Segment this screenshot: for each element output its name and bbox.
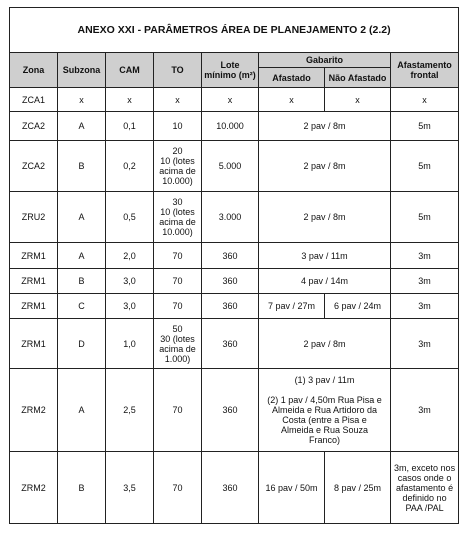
- cell-gabarito: (1) 3 pav / 11m (2) 1 pav / 4,50m Rua Pisa e Almeida e Rua Artidoro da Costa (entre a Pisa e Almeida e Rua Souza Franco): [259, 369, 391, 452]
- cell-cam: 3,0: [106, 269, 154, 294]
- cell-subzona: C: [58, 294, 106, 319]
- cell-zona: ZRM1: [10, 269, 58, 294]
- cell-nao-afastado: 6 pav / 24m: [325, 294, 391, 319]
- header-subzona: Subzona: [58, 53, 106, 88]
- cell-afastamento: 3m, exceto nos casos onde o afastamento é definido no PAA /PAL: [391, 452, 459, 524]
- cell-subzona: D: [58, 319, 106, 369]
- cell-lote: 3.000: [202, 192, 259, 243]
- cell-subzona: A: [58, 192, 106, 243]
- cell-lote: 360: [202, 294, 259, 319]
- header-to: TO: [154, 53, 202, 88]
- cell-lote: 360: [202, 243, 259, 269]
- cell-cam: 2,5: [106, 369, 154, 452]
- cell-lote: 5.000: [202, 141, 259, 192]
- table-row: [10, 192, 459, 243]
- cell-subzona: B: [58, 452, 106, 524]
- cell-lote: 360: [202, 269, 259, 294]
- cell-lote: x: [202, 88, 259, 112]
- header-nao-afastado: Não Afastado: [325, 68, 391, 88]
- cell-afastado: 16 pav / 50m: [259, 452, 325, 524]
- cell-afastamento: 3m: [391, 369, 459, 452]
- cell-zona: ZRM2: [10, 369, 58, 452]
- cell-cam: 3,5: [106, 452, 154, 524]
- table-row: [10, 452, 459, 524]
- cell-gabarito: 2 pav / 8m: [259, 192, 391, 243]
- cell-afastado: 7 pav / 27m: [259, 294, 325, 319]
- cell-afastamento: 5m: [391, 141, 459, 192]
- cell-subzona: A: [58, 112, 106, 141]
- cell-to: 20 10 (lotes acima de 10.000): [154, 141, 202, 192]
- cell-cam: 0,2: [106, 141, 154, 192]
- parameters-table: [9, 7, 459, 524]
- cell-gabarito: 2 pav / 8m: [259, 112, 391, 141]
- cell-to: 70: [154, 243, 202, 269]
- table-row: [10, 294, 459, 319]
- cell-afastamento: 3m: [391, 294, 459, 319]
- cell-cam: x: [106, 88, 154, 112]
- table-title: ANEXO XXI - PARÂMETROS ÁREA DE PLANEJAMENTO 2 (2.2): [10, 8, 459, 53]
- cell-cam: 0,5: [106, 192, 154, 243]
- cell-afastado: x: [259, 88, 325, 112]
- cell-lote: 360: [202, 452, 259, 524]
- header-afastamento-frontal: Afastamento frontal: [391, 53, 459, 88]
- table-row: [10, 112, 459, 141]
- cell-gabarito: 2 pav / 8m: [259, 319, 391, 369]
- cell-gabarito: 2 pav / 8m: [259, 141, 391, 192]
- cell-zona: ZCA2: [10, 141, 58, 192]
- cell-to: 70: [154, 269, 202, 294]
- table-row: [10, 369, 459, 452]
- header-zona: Zona: [10, 53, 58, 88]
- cell-nao-afastado: x: [325, 88, 391, 112]
- cell-zona: ZRM1: [10, 294, 58, 319]
- header-lote-minimo: Lote mínimo (m²): [202, 53, 259, 88]
- cell-zona: ZRU2: [10, 192, 58, 243]
- cell-to: 10: [154, 112, 202, 141]
- cell-cam: 0,1: [106, 112, 154, 141]
- cell-afastamento: 5m: [391, 192, 459, 243]
- cell-zona: ZRM2: [10, 452, 58, 524]
- cell-afastamento: 3m: [391, 269, 459, 294]
- cell-subzona: x: [58, 88, 106, 112]
- cell-gabarito: 3 pav / 11m: [259, 243, 391, 269]
- cell-afastamento: 3m: [391, 243, 459, 269]
- table-row: [10, 141, 459, 192]
- header-gabarito: Gabarito: [259, 53, 391, 68]
- table-row: [10, 269, 459, 294]
- cell-afastamento: 5m: [391, 112, 459, 141]
- table-row: [10, 88, 459, 112]
- cell-to: 70: [154, 294, 202, 319]
- cell-to: 70: [154, 452, 202, 524]
- cell-zona: ZCA1: [10, 88, 58, 112]
- cell-afastamento: x: [391, 88, 459, 112]
- table-row: [10, 243, 459, 269]
- cell-gabarito: 4 pav / 14m: [259, 269, 391, 294]
- cell-to: 70: [154, 369, 202, 452]
- cell-subzona: B: [58, 269, 106, 294]
- cell-subzona: A: [58, 243, 106, 269]
- cell-to: x: [154, 88, 202, 112]
- cell-nao-afastado: 8 pav / 25m: [325, 452, 391, 524]
- table-row: [10, 319, 459, 369]
- header-afastado: Afastado: [259, 68, 325, 88]
- cell-zona: ZRM1: [10, 319, 58, 369]
- cell-lote: 360: [202, 319, 259, 369]
- cell-lote: 10.000: [202, 112, 259, 141]
- cell-afastamento: 3m: [391, 319, 459, 369]
- cell-to: 30 10 (lotes acima de 10.000): [154, 192, 202, 243]
- cell-subzona: B: [58, 141, 106, 192]
- cell-to: 50 30 (lotes acima de 1.000): [154, 319, 202, 369]
- cell-lote: 360: [202, 369, 259, 452]
- cell-cam: 2,0: [106, 243, 154, 269]
- parameters-document: [9, 7, 458, 524]
- cell-cam: 3,0: [106, 294, 154, 319]
- cell-zona: ZRM1: [10, 243, 58, 269]
- cell-cam: 1,0: [106, 319, 154, 369]
- header-cam: CAM: [106, 53, 154, 88]
- cell-zona: ZCA2: [10, 112, 58, 141]
- cell-subzona: A: [58, 369, 106, 452]
